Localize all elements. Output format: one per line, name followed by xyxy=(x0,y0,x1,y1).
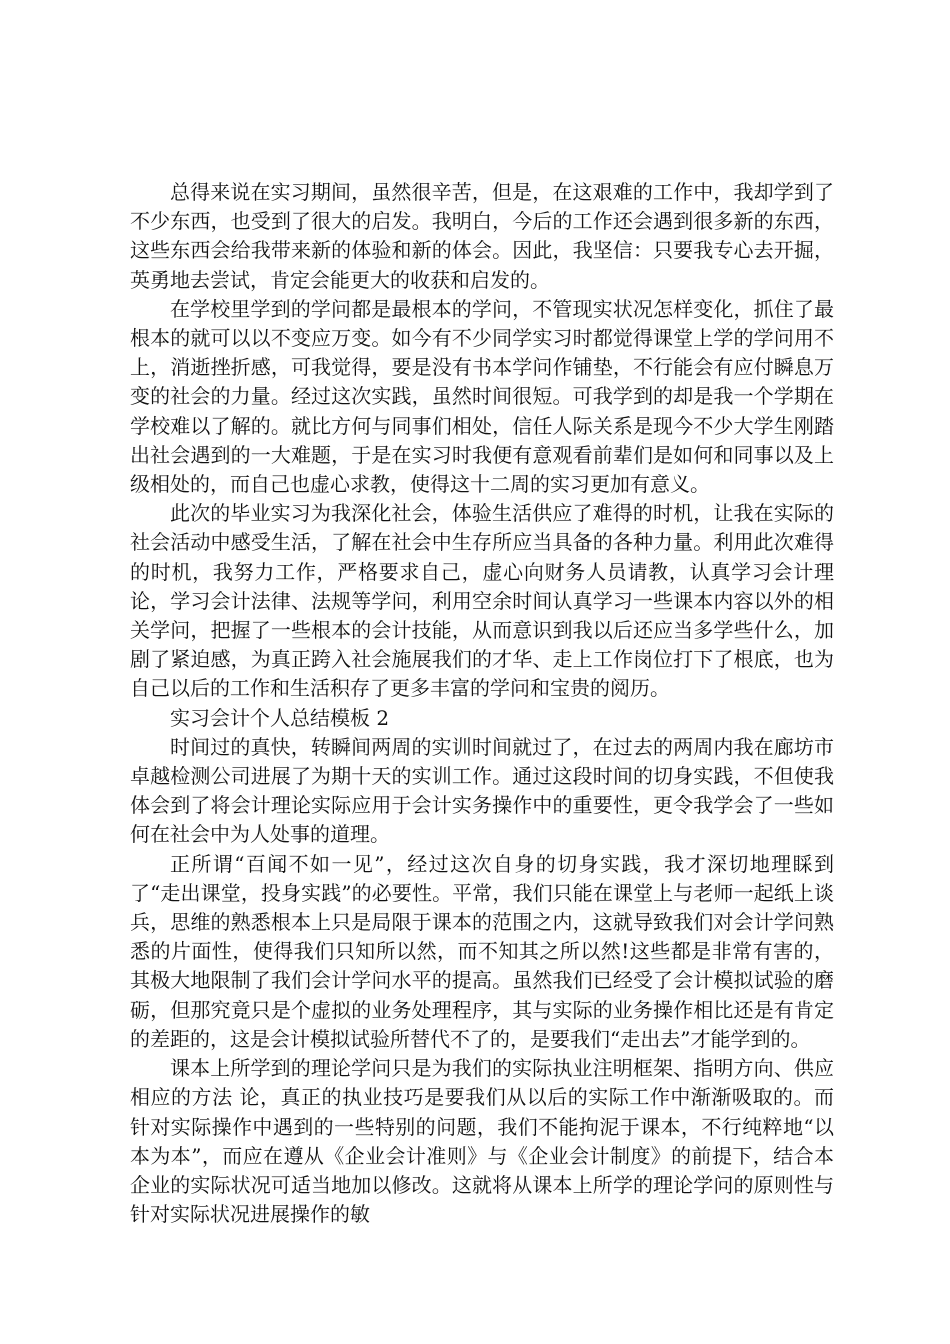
document-body xyxy=(130,178,834,1229)
paragraph-6: 课本上所学到的理论学问只是为我们的实际执业注明框架、指明方向、供应相应的方法 论，真正的执业技巧是要我们从以后的实际工作中渐渐吸取的。而针对实际操作中遇到的一些特别的问题，我们不能拘泥于课本，不行纯粹地“以本为本”，而应在遵从《企业会计准则》与《企业会计制度》的前提下，结合本企业的实际状况可适当地加以修改。这就将从课本上所学的理论学问的原则性与针对实际状况进展操作的敏 xyxy=(130,1056,834,1227)
paragraph-1: 总得来说在实习期间，虽然很辛苦，但是，在这艰难的工作中，我却学到了不少东西，也受到了很大的启发。我明白，今后的工作还会遇到很多新的东西，这些东西会给我带来新的体验和新的体会。因此，我坚信：只要我专心去开掘，英勇地去尝试，肯定会能更大的收获和启发的。 xyxy=(130,180,834,292)
paragraph-4: 时间过的真快，转瞬间两周的实训时间就过了，在过去的两周内我在廊坊市卓越检测公司进展了为期十天的实训工作。通过这段时间的切身实践，不但使我体会到了将会计理论实际应用于会计实务操作中的重要性，更令我学会了一些如何在社会中为人处事的道理。 xyxy=(130,734,834,847)
section-heading: 实习会计个人总结模板 2 xyxy=(170,705,390,730)
paragraph-2: 在学校里学到的学问都是最根本的学问，不管现实状况怎样变化，抓住了最根本的就可以以不变应万变。如今有不少同学实习时都觉得课堂上学的学问用不上，消逝挫折感，可我觉得，要是没有书本学问作铺垫，不行能会有应付瞬息万变的社会的力量。经过这次实践，虽然时间很短。可我学到的却是我一个学期在学校难以了解的。就比方何与同事们相处，信任人际关系是现今不少大学生刚踏出社会遇到的一大难题，于是在实习时我便有意观看前辈们是如何和同事以及上级相处的，而自己也虚心求教，使得这十二周的实习更加有意义。 xyxy=(130,296,834,497)
paragraph-5: 正所谓“百闻不如一见”，经过这次自身的切身实践，我才深切地理睬到了“走出课堂，投身实践”的必要性。平常，我们只能在课堂上与老师一起纸上谈兵，思维的熟悉根本上只是局限于课本的范围之内，这就导致我们对会计学问熟悉的片面性，使得我们只知所以然，而不知其之所以然!这些都是非常有害的，其极大地限制了我们会计学问水平的提高。虽然我们已经受了会计模拟试验的磨砺，但那究竟只是个虚拟的业务处理程序，其与实际的业务操作相比还是有肯定的差距的，这是会计模拟试验所替代不了的，是要我们“走出去”才能学到的。 xyxy=(130,851,834,1051)
paragraph-3: 此次的毕业实习为我深化社会，体验生活供应了难得的时机，让我在实际的社会活动中感受生活，了解在社会中生存所应当具备的各种力量。利用此次难得的时机，我努力工作，严格要求自己，虚心向财务人员请教，认真学习会计理论，学习会计法律、法规等学问，利用空余时间认真学习一些课本内容以外的相关学问，把握了一些根本的会计技能，从而意识到我以后还应当多学些什么，加剧了紧迫感，为真正跨入社会施展我们的才华、走上工作岗位打下了根底，也为自己以后的工作和生活积存了更多丰富的学问和宝贵的阅历。 xyxy=(130,501,834,701)
